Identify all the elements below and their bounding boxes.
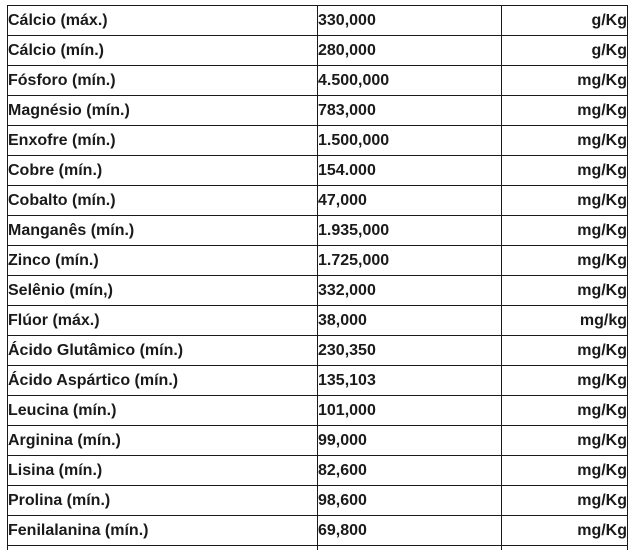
nutrient-unit: mg/Kg <box>502 456 628 486</box>
nutrient-unit: mg/Kg <box>502 366 628 396</box>
nutrient-name: Manganês (mín.) <box>8 216 318 246</box>
table-row <box>8 126 628 156</box>
nutrient-name: Arginina (mín.) <box>8 426 318 456</box>
nutrient-value: 230,350 <box>318 336 502 366</box>
nutrient-value: 4.500,000 <box>318 66 502 96</box>
table-row <box>8 426 628 456</box>
nutrient-unit: mg/Kg <box>502 246 628 276</box>
nutrient-unit: mg/Kg <box>502 156 628 186</box>
nutrient-value: 69,800 <box>318 516 502 546</box>
table-row <box>8 186 628 216</box>
nutrient-name: Selênio (mín,) <box>8 276 318 306</box>
table-row <box>8 246 628 276</box>
nutrient-value: 82,600 <box>318 456 502 486</box>
nutrient-name: Fósforo (mín.) <box>8 66 318 96</box>
nutrient-unit: mg/Kg <box>502 216 628 246</box>
nutrient-name: Cobalto (mín.) <box>8 186 318 216</box>
nutrient-name: Cálcio (máx.) <box>8 6 318 36</box>
nutrient-name: Lisina (mín.) <box>8 456 318 486</box>
nutrient-value: 135,103 <box>318 366 502 396</box>
table-row <box>8 66 628 96</box>
table-row <box>8 6 628 36</box>
table-row-cut-off <box>8 546 628 551</box>
nutrient-value: 99,000 <box>318 426 502 456</box>
nutrient-name: Cobre (mín.) <box>8 156 318 186</box>
nutrient-unit: g/Kg <box>502 36 628 66</box>
nutrient-value: 154.000 <box>318 156 502 186</box>
table-row <box>8 366 628 396</box>
nutrient-value: 330,000 <box>318 6 502 36</box>
nutrient-name: Fenilalanina (mín.) <box>8 516 318 546</box>
nutrient-value: 101,000 <box>318 396 502 426</box>
nutrient-value: 280,000 <box>318 36 502 66</box>
nutrient-unit: mg/Kg <box>502 126 628 156</box>
nutrient-unit: mg/Kg <box>502 486 628 516</box>
table-row <box>8 516 628 546</box>
nutrient-unit: mg/Kg <box>502 96 628 126</box>
nutrient-unit: mg/kg <box>502 306 628 336</box>
nutrient-name: Ácido Aspártico (mín.) <box>8 366 318 396</box>
table-row <box>8 456 628 486</box>
nutrient-value: 38,000 <box>318 306 502 336</box>
nutrient-value: 1.935,000 <box>318 216 502 246</box>
nutrient-unit: mg/Kg <box>502 426 628 456</box>
nutrient-value: 783,000 <box>318 96 502 126</box>
empty-cell <box>318 546 502 551</box>
nutrient-unit: mg/Kg <box>502 396 628 426</box>
empty-cell <box>502 546 628 551</box>
nutrient-name: Enxofre (mín.) <box>8 126 318 156</box>
nutrient-unit: mg/Kg <box>502 186 628 216</box>
nutrient-value: 47,000 <box>318 186 502 216</box>
table-row <box>8 216 628 246</box>
table-row <box>8 36 628 66</box>
nutrient-unit: mg/Kg <box>502 336 628 366</box>
nutrient-table <box>7 5 628 550</box>
nutrient-value: 332,000 <box>318 276 502 306</box>
table-row <box>8 486 628 516</box>
nutrient-unit: mg/Kg <box>502 66 628 96</box>
table-row <box>8 306 628 336</box>
table-row <box>8 396 628 426</box>
table-row <box>8 276 628 306</box>
nutrient-value: 98,600 <box>318 486 502 516</box>
nutrient-value: 1.725,000 <box>318 246 502 276</box>
nutrient-name: Leucina (mín.) <box>8 396 318 426</box>
nutrient-name: Prolina (mín.) <box>8 486 318 516</box>
nutrient-name: Flúor (máx.) <box>8 306 318 336</box>
table-row <box>8 156 628 186</box>
table-row <box>8 336 628 366</box>
table-row <box>8 96 628 126</box>
nutrient-unit: g/Kg <box>502 6 628 36</box>
nutrient-unit: mg/Kg <box>502 516 628 546</box>
nutrient-unit: mg/Kg <box>502 276 628 306</box>
empty-cell <box>8 546 318 551</box>
nutrient-name: Magnésio (mín.) <box>8 96 318 126</box>
nutrient-value: 1.500,000 <box>318 126 502 156</box>
nutrient-name: Cálcio (mín.) <box>8 36 318 66</box>
nutrient-name: Ácido Glutâmico (mín.) <box>8 336 318 366</box>
nutrient-name: Zinco (mín.) <box>8 246 318 276</box>
